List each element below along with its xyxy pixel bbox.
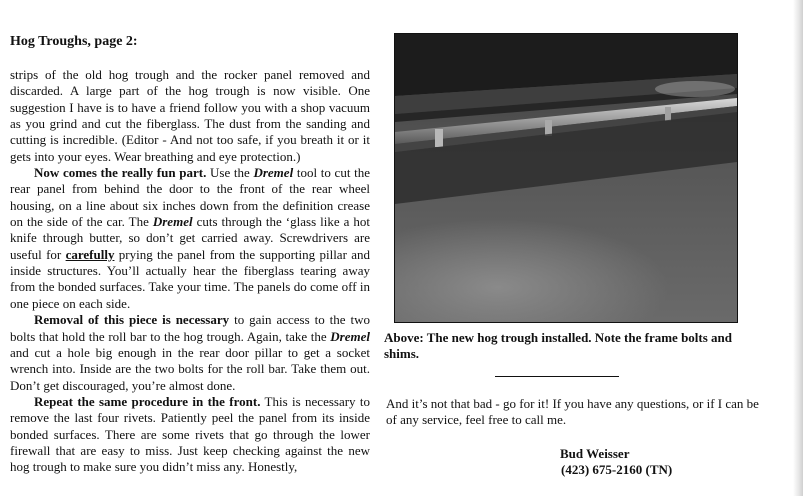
brand-name: Dremel bbox=[253, 165, 294, 181]
paragraph-text: This is necessary to remove the last four rivets. Patiently peel the panel from its inside bonded surfaces. There are some rivets that go through the lower firewall that are easy to miss. Just keep checking against the new hog trough to make sure you didn’t miss any. Honestly, bbox=[10, 393, 371, 475]
paragraph-text: Use the bbox=[206, 165, 254, 181]
author-name: Bud Weisser bbox=[560, 446, 630, 461]
closing-paragraph: And it’s not that bad - go for it! If you have any questions, or if I can be of any service, feel free to call me. bbox=[386, 396, 759, 427]
emphasis-word: carefully bbox=[65, 246, 115, 262]
hog-trough-photo bbox=[394, 33, 738, 323]
author-phone: (423) 675-2160 (TN) bbox=[561, 462, 673, 477]
paragraph-text: tool to cut the rear panel from behind the door to the front of the rear wheel housing, on a line about six inches down from the definition crease on the side of the car. The bbox=[10, 165, 370, 230]
paragraph-text: cuts through the ‘glass like a hot knife through butter, so don’t get carried away. Screwdrivers are useful for bbox=[10, 214, 370, 262]
paragraph-lead: Removal of this piece is necessary bbox=[34, 312, 230, 328]
article-paragraph bbox=[10, 165, 370, 312]
hog-trough-photo-illustration bbox=[395, 34, 737, 322]
paragraph-text: to gain access to the two bolts that hold the roll bar to the hog trough. Again, take the bbox=[10, 312, 370, 344]
page-edge-shadow bbox=[793, 0, 803, 496]
article-paragraph bbox=[10, 394, 370, 476]
article-paragraph bbox=[10, 312, 370, 394]
article-body bbox=[10, 67, 370, 476]
paragraph-lead: Now comes the really fun part. bbox=[34, 165, 207, 181]
brand-name: Dremel bbox=[152, 214, 193, 230]
paragraph-text: and cut a hole big enough in the rear door pillar to get a socket wrench into. Inside are the two bolts for the roll bar. Take them out. Don’t get discouraged, you’re almost done. bbox=[10, 344, 370, 393]
paragraph-lead: Repeat the same procedure in the front. bbox=[34, 393, 261, 409]
brand-name: Dremel bbox=[330, 328, 370, 344]
section-divider bbox=[495, 376, 619, 377]
article-paragraph: strips of the old hog trough and the rocker panel removed and discarded. A large part of the hog trough is now visible. One suggestion I have is to have a friend follow you with a shop vacuum as you grind and cut the fiberglass. The dust from the sanding and cutting is incredible. (Editor - And not too safe, if you breath it or it gets into your eyes. Wear breathing and eye protection.) bbox=[10, 67, 370, 164]
photo-caption: Above: The new hog trough installed. Note the frame bolts and shims. bbox=[384, 330, 733, 361]
paragraph-text: prying the panel from the supporting pillar and inside structures. You’ll actually hear the fiberglass tearing away from the bonded surfaces. Take your time. The panels do come off in one piece on each side. bbox=[10, 246, 370, 311]
page-title: Hog Troughs, page 2: bbox=[10, 34, 138, 49]
